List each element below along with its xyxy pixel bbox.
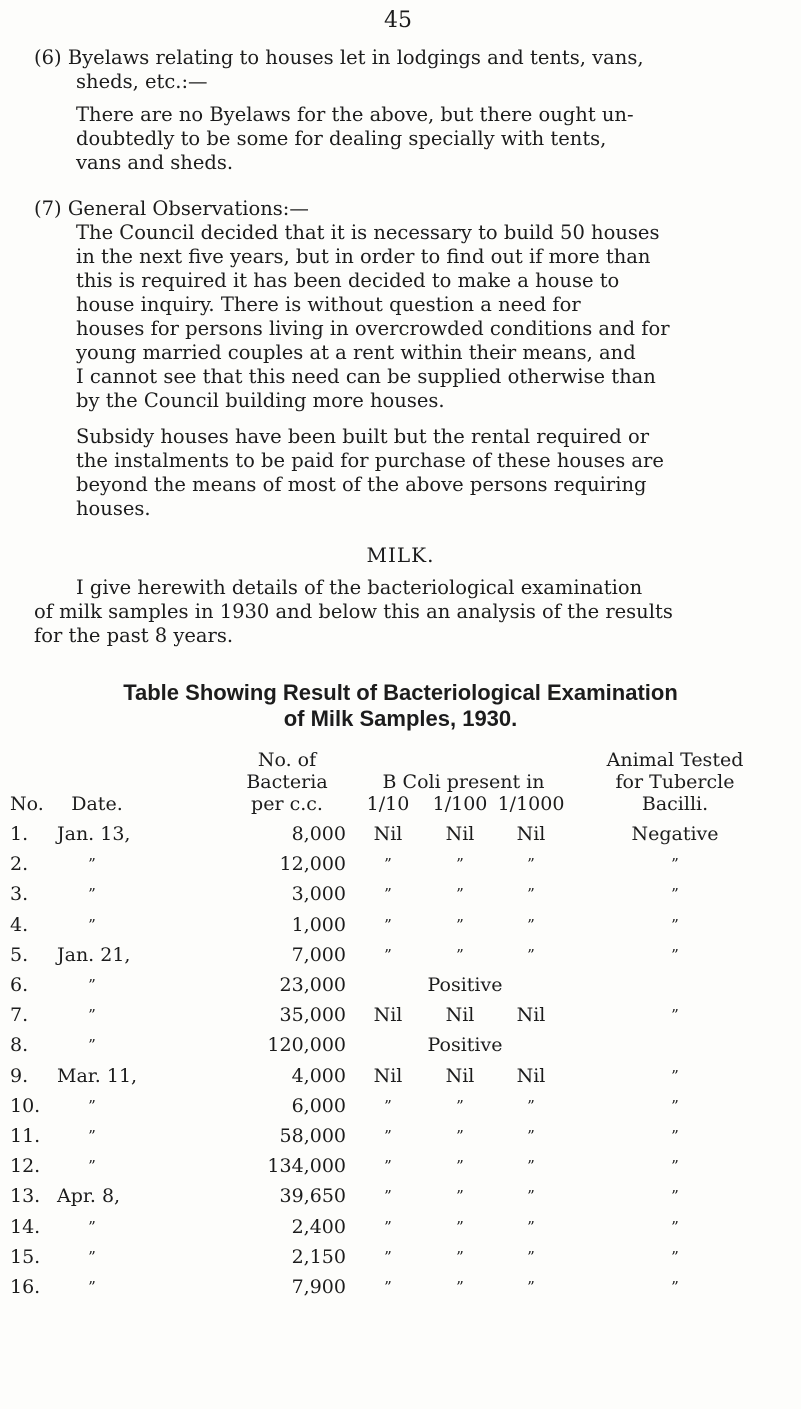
cell-no: 9.	[10, 1064, 29, 1087]
cell-no: 6.	[10, 974, 29, 996]
page-number: 45	[384, 8, 412, 33]
cell-no: 1.	[10, 823, 29, 845]
cell-animal-tested: ”	[671, 1096, 679, 1115]
section-7-para2-line-2: the instalments to be paid for purchase of these houses are	[76, 449, 664, 472]
cell-bcoli-1-1000: ”	[527, 1187, 535, 1206]
cell-no: 10.	[10, 1094, 41, 1117]
cell-bacteria: 7,900	[291, 1276, 346, 1298]
milk-intro-line-2: of milk samples in 1930 and below this an analysis of the results	[34, 600, 673, 623]
cell-no: 2.	[10, 853, 29, 876]
cell-bcoli-combined: Positive	[427, 974, 503, 996]
header-animal-line-2: for Tubercle	[615, 771, 735, 793]
cell-date: Apr. 8,	[57, 1185, 121, 1208]
cell-bcoli-1-1000: ”	[527, 945, 535, 964]
cell-bacteria: 23,000	[279, 974, 346, 996]
cell-bcoli-1-10: ”	[384, 1278, 392, 1296]
cell-no: 8.	[10, 1034, 29, 1057]
cell-bcoli-1-100: ”	[456, 1127, 464, 1145]
cell-bcoli-1-100: ”	[456, 885, 464, 904]
cell-bcoli-1-10: Nil	[373, 1064, 403, 1087]
cell-animal-tested: ”	[671, 1127, 679, 1145]
cell-no: 5.	[10, 943, 29, 966]
section-6-heading-line-1: (6) Byelaws relating to houses let in lodgings and tents, vans,	[34, 46, 644, 69]
cell-animal-tested: ”	[671, 1217, 679, 1236]
cell-bcoli-1-10: ”	[384, 945, 392, 964]
cell-bcoli-1-100: ”	[456, 1217, 464, 1236]
cell-animal-tested: ”	[671, 1157, 679, 1176]
cell-bacteria: 7,000	[291, 943, 346, 966]
section-7-para1-line-2: in the next five years, but in order to find out if more than	[76, 245, 651, 268]
cell-no: 11.	[10, 1125, 41, 1147]
header-date: Date.	[71, 793, 123, 815]
cell-bacteria: 8,000	[291, 823, 346, 845]
section-7-para2-line-4: houses.	[76, 497, 151, 520]
cell-no: 14.	[10, 1215, 41, 1238]
cell-animal-tested: ”	[671, 885, 679, 904]
cell-bacteria: 2,150	[291, 1245, 346, 1268]
cell-bcoli-1-100: ”	[456, 1247, 464, 1266]
cell-bcoli-1-1000: ”	[527, 1247, 535, 1266]
section-7-para1-line-6: young married couples at a rent within their means, and	[76, 341, 636, 364]
cell-bcoli-1-100: ”	[456, 1278, 464, 1296]
header-no: No.	[10, 793, 44, 815]
cell-bcoli-1-100: ”	[456, 855, 464, 874]
table-caption-line-1: Table Showing Result of Bacteriological Examination	[123, 680, 678, 705]
cell-bcoli-1-1000: ”	[527, 1278, 535, 1296]
cell-date: ”	[88, 1036, 96, 1055]
cell-bacteria: 3,000	[291, 883, 346, 906]
milk-intro-line-3: for the past 8 years.	[34, 624, 234, 647]
cell-animal-tested: ”	[671, 1247, 679, 1266]
section-7-para1-line-8: by the Council building more houses.	[76, 389, 445, 412]
cell-date: Jan. 21,	[57, 943, 131, 966]
cell-date: ”	[88, 1096, 96, 1115]
cell-bcoli-1-100: ”	[456, 1096, 464, 1115]
cell-date: ”	[88, 1217, 96, 1236]
cell-bcoli-1-10: ”	[384, 1247, 392, 1266]
cell-date: ”	[88, 976, 96, 994]
cell-animal-tested: ”	[671, 945, 679, 964]
section-6-heading-line-2: sheds, etc.:—	[76, 70, 208, 93]
cell-animal-tested: Negative	[631, 823, 719, 845]
milk-heading: MILK.	[366, 543, 435, 567]
cell-bcoli-1-10: ”	[384, 1127, 392, 1145]
cell-date: ”	[88, 915, 96, 934]
cell-bcoli-1-1000: ”	[527, 1096, 535, 1115]
cell-bcoli-1-1000: ”	[527, 1157, 535, 1176]
header-bacteria-line-2: Bacteria	[246, 771, 328, 793]
section-6-para-line-3: vans and sheds.	[76, 151, 234, 174]
section-7-para1-line-1: The Council decided that it is necessary to build 50 houses	[76, 221, 660, 244]
cell-no: 12.	[10, 1155, 41, 1178]
section-7-para2-line-3: beyond the means of most of the above persons requiring	[76, 473, 647, 496]
cell-bcoli-1-10: ”	[384, 1217, 392, 1236]
cell-bcoli-1-1000: ”	[527, 1217, 535, 1236]
cell-no: 7.	[10, 1004, 29, 1027]
section-7-para2-line-1: Subsidy houses have been built but the rental required or	[76, 425, 650, 448]
cell-bcoli-1-100: Nil	[445, 1064, 475, 1087]
cell-bcoli-1-10: Nil	[373, 823, 403, 845]
cell-animal-tested: ”	[671, 1066, 679, 1085]
cell-bacteria: 6,000	[291, 1094, 346, 1117]
cell-animal-tested: ”	[671, 1006, 679, 1025]
section-7-heading: (7) General Observations:—	[34, 197, 309, 220]
cell-bacteria: 39,650	[279, 1185, 346, 1208]
cell-bcoli-1-10: ”	[384, 1096, 392, 1115]
cell-bcoli-1-1000: Nil	[516, 1004, 546, 1027]
cell-bacteria: 12,000	[279, 853, 346, 876]
cell-date: ”	[88, 1127, 96, 1145]
cell-bcoli-1-10: ”	[384, 915, 392, 934]
cell-bcoli-1-1000: ”	[527, 915, 535, 934]
cell-date: ”	[88, 1278, 96, 1296]
cell-bcoli-1-100: Nil	[445, 823, 475, 845]
cell-bcoli-1-1000: ”	[527, 855, 535, 874]
cell-bcoli-1-100: ”	[456, 945, 464, 964]
cell-bacteria: 58,000	[279, 1125, 346, 1147]
header-bcoli-1-10: 1/10	[366, 793, 410, 815]
cell-bacteria: 35,000	[279, 1004, 346, 1027]
cell-bcoli-1-10: ”	[384, 855, 392, 874]
section-7-para1-line-5: houses for persons living in overcrowded conditions and for	[76, 317, 670, 340]
cell-no: 4.	[10, 913, 29, 936]
milk-intro-line-1: I give herewith details of the bacteriological examination	[76, 576, 643, 599]
cell-date: ”	[88, 1157, 96, 1176]
header-bacteria-line-3: per c.c.	[251, 793, 323, 815]
cell-no: 13.	[10, 1185, 41, 1208]
cell-bcoli-1-10: ”	[384, 885, 392, 904]
header-bcoli-1-100: 1/100	[432, 793, 488, 815]
cell-bcoli-1-100: Nil	[445, 1004, 475, 1027]
cell-bacteria: 134,000	[267, 1155, 346, 1178]
cell-date: ”	[88, 885, 96, 904]
cell-no: 16.	[10, 1276, 41, 1298]
cell-bacteria: 4,000	[291, 1064, 346, 1087]
header-animal-line-3: Bacilli.	[641, 793, 709, 815]
table-caption	[0, 680, 801, 732]
cell-bacteria: 120,000	[267, 1034, 346, 1057]
cell-date: Mar. 11,	[57, 1064, 138, 1087]
cell-animal-tested: ”	[671, 855, 679, 874]
header-bacteria-line-1: No. of	[257, 749, 317, 771]
cell-animal-tested: ”	[671, 1278, 679, 1296]
cell-bcoli-1-1000: Nil	[516, 823, 546, 845]
cell-date: ”	[88, 1006, 96, 1025]
cell-date: ”	[88, 1247, 96, 1266]
cell-bcoli-1-100: ”	[456, 915, 464, 934]
cell-bcoli-1-1000: ”	[527, 1127, 535, 1145]
section-7-para1-line-7: I cannot see that this need can be supplied otherwise than	[76, 365, 656, 388]
cell-bacteria: 2,400	[291, 1215, 346, 1238]
section-6-para-line-2: doubtedly to be some for dealing specially with tents,	[76, 127, 607, 150]
cell-date: ”	[88, 855, 96, 874]
cell-bcoli-combined: Positive	[427, 1034, 503, 1057]
cell-bcoli-1-10: ”	[384, 1157, 392, 1176]
cell-bcoli-1-1000: Nil	[516, 1064, 546, 1087]
cell-bcoli-1-100: ”	[456, 1187, 464, 1206]
cell-no: 15.	[10, 1245, 41, 1268]
cell-bcoli-1-10: Nil	[373, 1004, 403, 1027]
cell-animal-tested: ”	[671, 1187, 679, 1206]
section-6-para-line-1: There are no Byelaws for the above, but there ought un-	[76, 103, 634, 126]
table-caption-line-2: of Milk Samples, 1930.	[283, 706, 518, 731]
header-bcoli-1-1000: 1/1000	[497, 793, 565, 815]
header-animal-line-1: Animal Tested	[606, 749, 744, 771]
cell-date: Jan. 13,	[57, 823, 131, 845]
header-bcoli-title: B Coli present in	[382, 771, 545, 793]
cell-bcoli-1-10: ”	[384, 1187, 392, 1206]
cell-bcoli-1-100: ”	[456, 1157, 464, 1176]
cell-bcoli-1-1000: ”	[527, 885, 535, 904]
cell-animal-tested: ”	[671, 915, 679, 934]
section-7-para1-line-3: this is required it has been decided to make a house to	[76, 269, 620, 292]
cell-bacteria: 1,000	[291, 913, 346, 936]
cell-no: 3.	[10, 883, 29, 906]
section-7-para1-line-4: house inquiry. There is without question a need for	[76, 293, 581, 316]
